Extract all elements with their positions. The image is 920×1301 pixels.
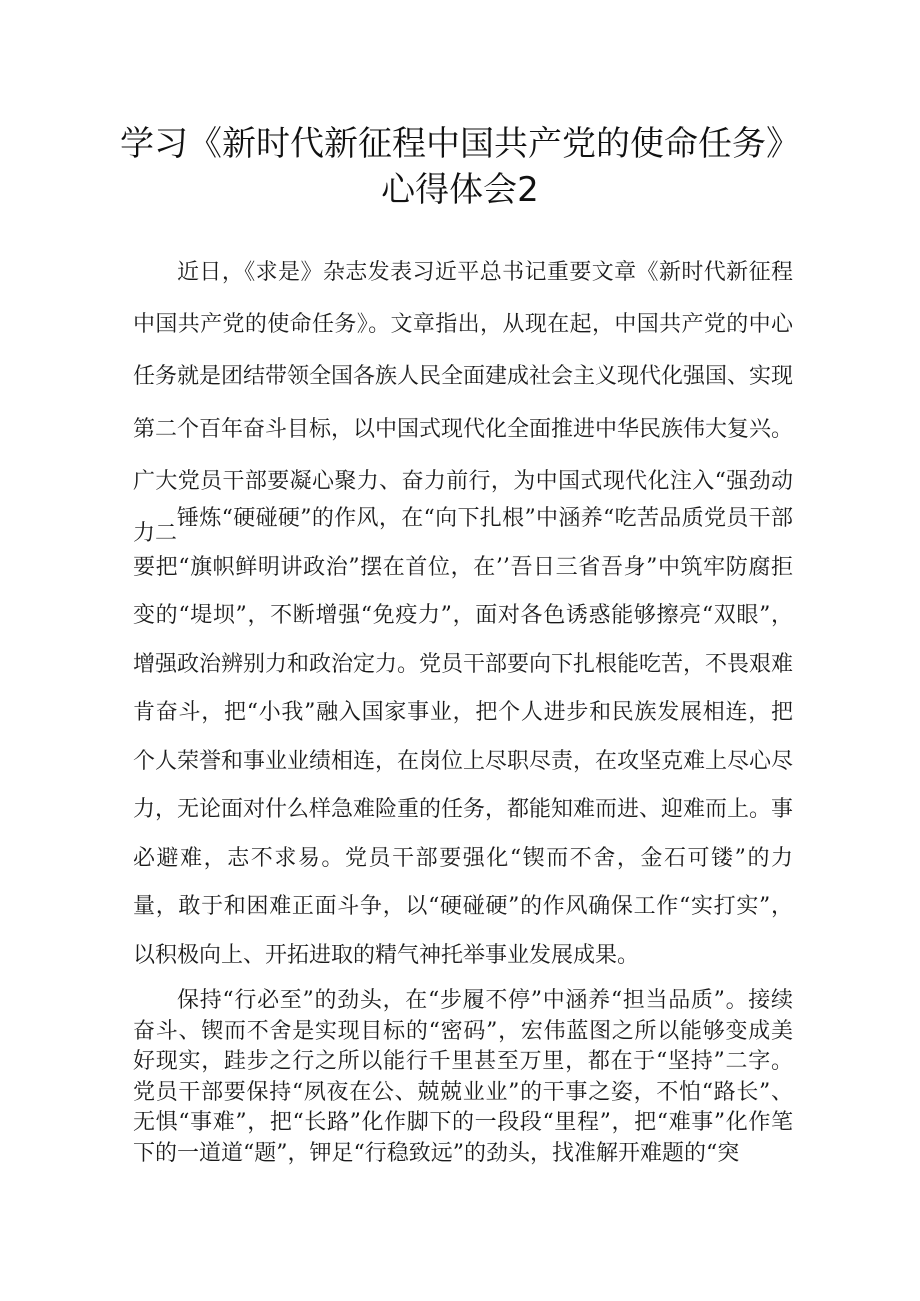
paragraph-3: 保持“行必至”的劲头，在“步履不停”中涵养“担当品质”。接续奋斗、锲而不舍是实现目标的“密码”，宏伟蓝图之所以能够变成美好现实，跬步之行之所以能行千里甚至万里，都在于“坚持”二字。党员干部要保持“夙夜在公、兢兢业业”的干事之姿，不怕“路长”、无惧“事难”，把“长路”化作脚下的一段段“里程”，把“难事”化作笔下的一道道“题”，钾足“行稳致远”的劲头，找准解开难题的“突 [133,988,793,1166]
document-title-line-1: 学习《新时代新征程中国共产党的使命任务》 [120,124,800,164]
paragraph-2: 锤炼“硬碰硬”的作风，在“向下扎根”中涵养“吃苦品质党员干部要把“旗帜鲜明讲政治”摆在首位，在’’吾日三省吾身”中筑牢防腐拒变的“堤坝”，不断增强“免疫力”，面对各色诱惑能够擦亮“双眼”，增强政治辨别力和政治定力。党员干部要向下扎根能吃苦，不畏艰难肯奋斗，把“小我”融入国家事业，把个人进步和民族发展相连，把个人荣誉和事业业绩相连，在岗位上尽职尽责，在攻坚克难上尽心尽力，无论面对什么样急难险重的任务，都能知难而进、迎难而上。事必避难，志不求易。党员干部要强化“锲而不舍，金石可镂”的力量，敢于和困难正面斗争，以“硬碰硬”的作风确保工作“实打实”，以积极向上、开拓进取的精气神托举事业发展成果。 [133,506,794,968]
paragraph-1: 近日，《求是》杂志发表习近平总书记重要文章《新时代新征程中国共产党的使命任务》。文章指出，从现在起，中国共产党的中心任务就是团结带领全国各族人民全面建成社会主义现代化强国、实现第二个百年奋斗目标，以中国式现代化全面推进中华民族伟大复兴。广大党员干部要凝心聚力、奋力前行，为中国式现代化注入“强劲动力二 [133,260,794,547]
document-title-line-2: 心得体会2 [381,170,539,210]
